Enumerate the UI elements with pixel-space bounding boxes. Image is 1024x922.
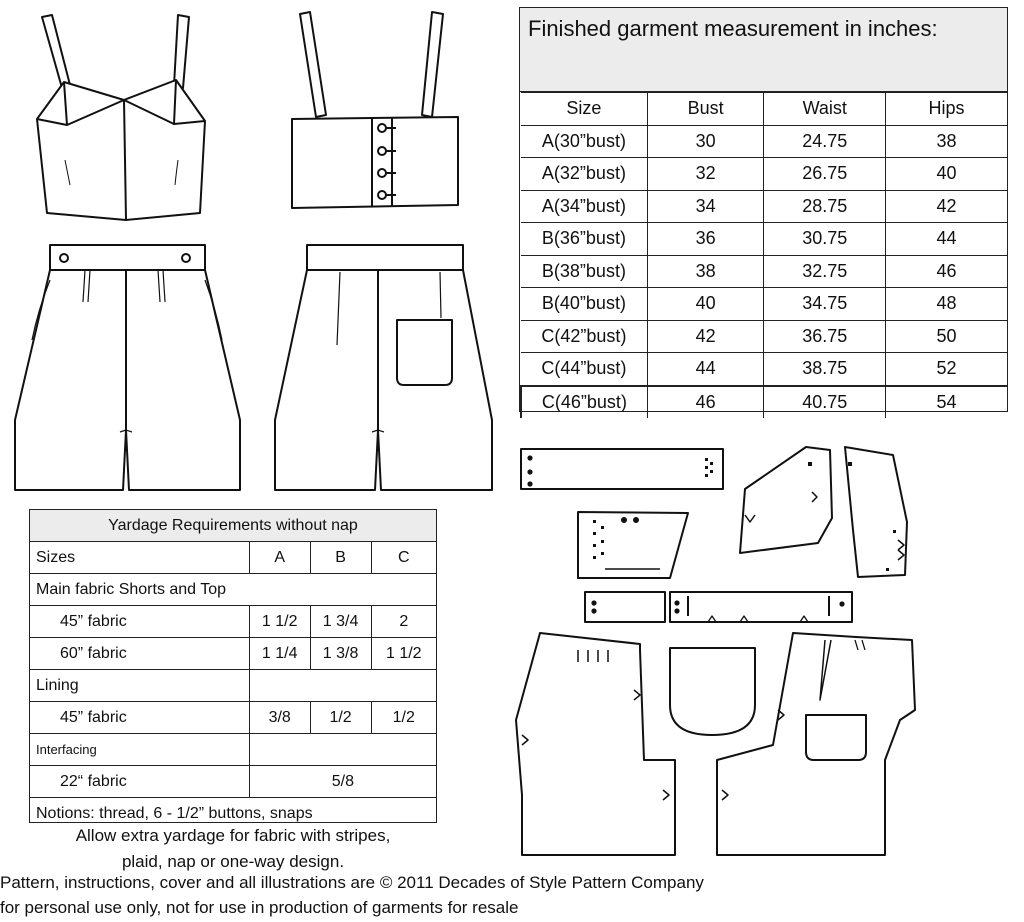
table-row [521, 158, 1007, 191]
waist-cell: 36.75 [764, 320, 886, 353]
size-cell: C(42”bust) [521, 320, 647, 353]
hips-cell: 38 [885, 125, 1007, 158]
size-cell: A(34”bust) [521, 190, 647, 223]
table-row [521, 125, 1007, 158]
pattern-pieces-illustration [0, 0, 1, 1]
yardage-table-title: Yardage Requirements without nap [30, 510, 436, 542]
header-bust: Bust [647, 93, 764, 126]
header-hips: Hips [885, 93, 1007, 126]
lining-label: Lining [30, 670, 249, 702]
size-b-header: B [310, 542, 371, 574]
bust-cell: 36 [647, 223, 764, 256]
main-60-c: 1 1/2 [371, 638, 436, 670]
waist-cell: 40.75 [764, 386, 886, 419]
measurement-table-title: Finished garment measurement in inches: [520, 8, 1007, 92]
bust-cell: 40 [647, 288, 764, 321]
hips-cell: 52 [885, 353, 1007, 386]
lining-45-label: 45” fabric [30, 702, 249, 734]
waist-cell: 26.75 [764, 158, 886, 191]
hips-cell: 40 [885, 158, 1007, 191]
table-row [30, 766, 436, 798]
size-cell: B(36”bust) [521, 223, 647, 256]
interfacing-label: Interfacing [30, 734, 249, 766]
size-a-header: A [249, 542, 310, 574]
size-cell: B(40”bust) [521, 288, 647, 321]
yardage-note-line2: plaid, nap or one-way design. [121, 852, 345, 871]
bust-cell: 32 [647, 158, 764, 191]
size-cell: B(38”bust) [521, 255, 647, 288]
waist-cell: 38.75 [764, 353, 886, 386]
table-row [30, 734, 436, 766]
table-row [30, 638, 436, 670]
main-60-label: 60” fabric [30, 638, 249, 670]
table-row [30, 702, 436, 734]
bust-cell: 30 [647, 125, 764, 158]
hips-cell: 48 [885, 288, 1007, 321]
bust-cell: 38 [647, 255, 764, 288]
main-45-a: 1 1/2 [249, 606, 310, 638]
table-row [521, 288, 1007, 321]
bust-cell: 46 [647, 386, 764, 419]
header-size: Size [521, 93, 647, 126]
waist-cell: 28.75 [764, 190, 886, 223]
table-row [521, 255, 1007, 288]
table-row [30, 670, 436, 702]
measurement-table [519, 7, 1008, 412]
size-cell: A(32”bust) [521, 158, 647, 191]
bust-cell: 34 [647, 190, 764, 223]
bust-cell: 42 [647, 320, 764, 353]
table-row [30, 542, 436, 574]
table-row [30, 606, 436, 638]
interfacing-22-value: 5/8 [249, 766, 436, 798]
waist-cell: 30.75 [764, 223, 886, 256]
size-cell: A(30”bust) [521, 125, 647, 158]
hips-cell: 50 [885, 320, 1007, 353]
table-row [521, 320, 1007, 353]
main-fabric-label: Main fabric Shorts and Top [30, 574, 436, 606]
notions-text: Notions: thread, 6 - 1/2” buttons, snaps [30, 798, 436, 830]
main-45-b: 1 3/4 [310, 606, 371, 638]
hips-cell: 54 [885, 386, 1007, 419]
hips-cell: 44 [885, 223, 1007, 256]
lining-45-a: 3/8 [249, 702, 310, 734]
header-waist: Waist [764, 93, 886, 126]
main-45-c: 2 [371, 606, 436, 638]
lining-45-b: 1/2 [310, 702, 371, 734]
copyright-line1: Pattern, instructions, cover and all illustrations are © 2011 Decades of Style Pattern Company [0, 873, 704, 892]
size-cell: C(46”bust) [521, 386, 647, 419]
table-row [521, 353, 1007, 386]
hips-cell: 46 [885, 255, 1007, 288]
size-c-header: C [371, 542, 436, 574]
waist-cell: 32.75 [764, 255, 886, 288]
table-row [521, 190, 1007, 223]
table-row [521, 223, 1007, 256]
main-60-b: 1 3/8 [310, 638, 371, 670]
hips-cell: 42 [885, 190, 1007, 223]
interfacing-22-label: 22“ fabric [30, 766, 249, 798]
waist-cell: 24.75 [764, 125, 886, 158]
bust-cell: 44 [647, 353, 764, 386]
yardage-note-line1: Allow extra yardage for fabric with stripes, [75, 826, 391, 845]
lining-45-c: 1/2 [371, 702, 436, 734]
table-row [521, 386, 1007, 419]
sizes-label: Sizes [30, 542, 249, 574]
yardage-note [29, 823, 437, 875]
table-row [30, 574, 436, 606]
size-cell: C(44”bust) [521, 353, 647, 386]
waist-cell: 34.75 [764, 288, 886, 321]
table-header-row [521, 93, 1007, 126]
yardage-table [29, 509, 437, 823]
main-60-a: 1 1/4 [249, 638, 310, 670]
copyright-line2: for personal use only, not for use in production of garments for resale [0, 898, 519, 917]
main-45-label: 45” fabric [30, 606, 249, 638]
